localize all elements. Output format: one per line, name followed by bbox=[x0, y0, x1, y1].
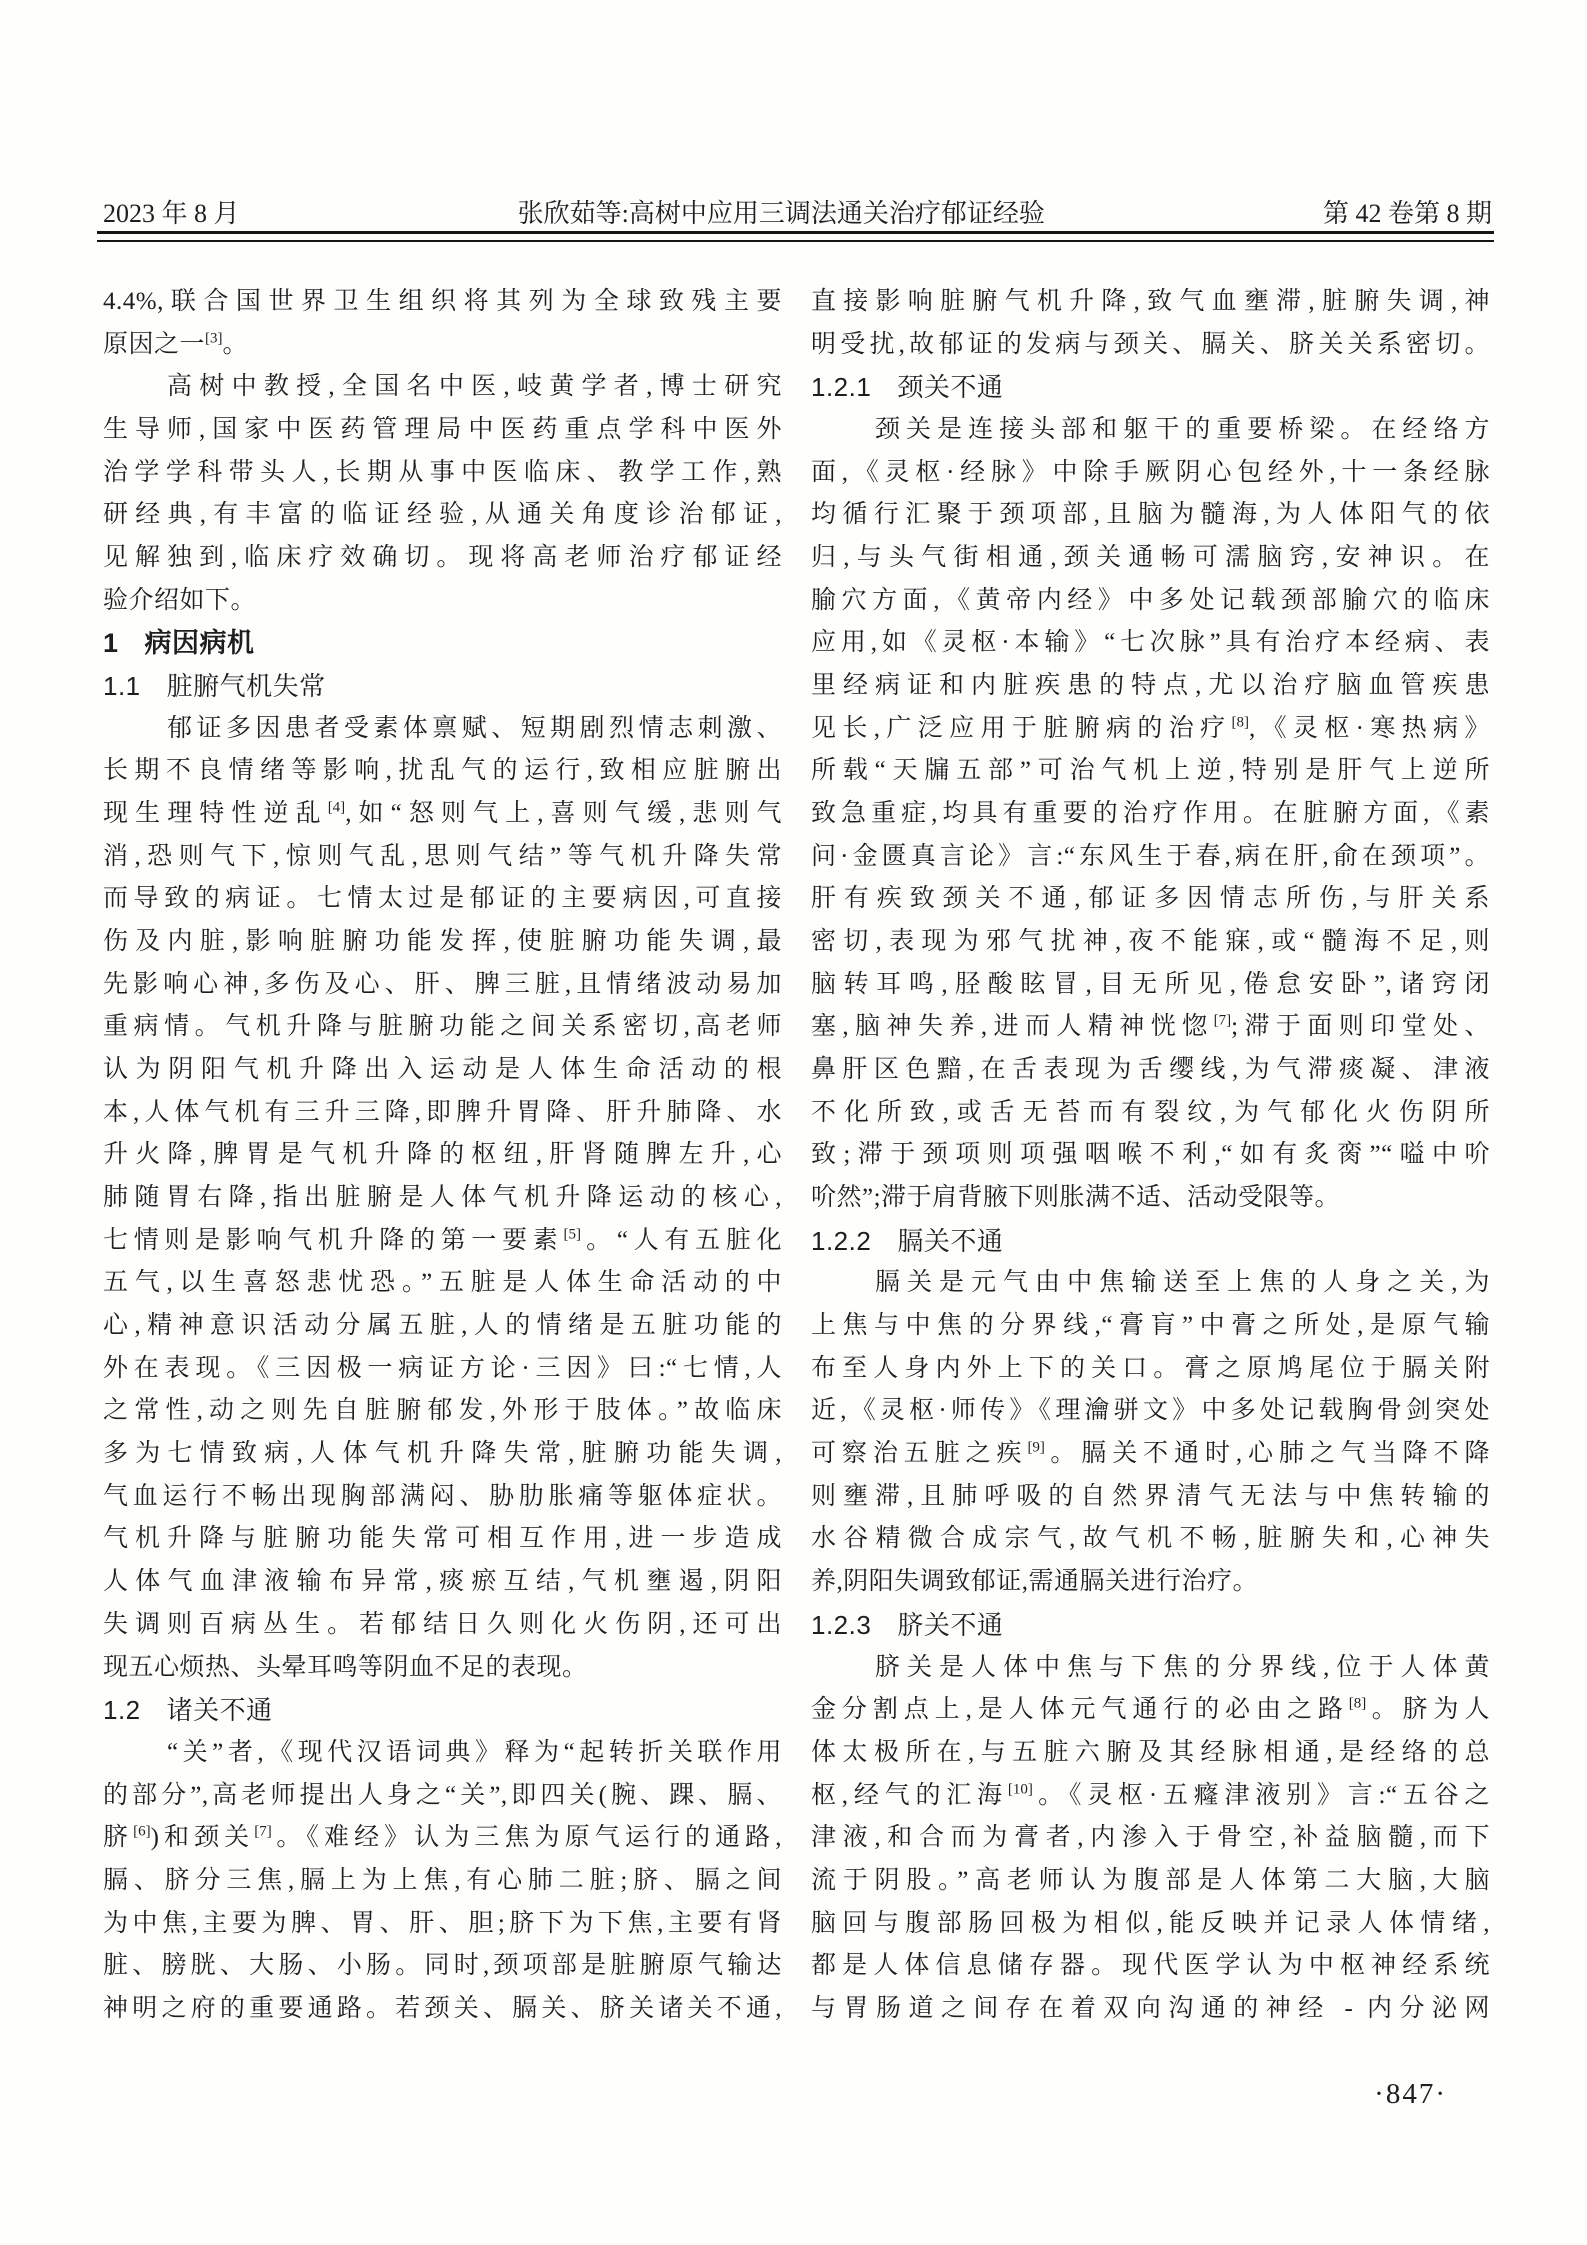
text-line: 面,《灵枢·经脉》中除手厥阴心包经外,十一条经脉 bbox=[811, 458, 1490, 486]
citation-superscript: [4] bbox=[327, 799, 346, 816]
text-line: 膈关是元气由中焦输送至上焦的人身之关,为 bbox=[875, 1269, 1490, 1297]
heading-title: 诸关不通 bbox=[166, 1695, 273, 1726]
text-line: 脐[6])和颈关[7]。《难经》认为三焦为原气运行的通路, bbox=[103, 1823, 782, 1852]
citation-superscript: [8] bbox=[1348, 1695, 1367, 1712]
text-line: 七情则是影响气机升降的第一要素[5]。“人有五脏化 bbox=[103, 1226, 782, 1254]
text-line: 肺随胃右降,指出脏腑是人体气机升降运动的核心, bbox=[103, 1184, 782, 1212]
text-line: 4.4%,联合国世界卫生组织将其列为全球致残主要 bbox=[103, 288, 782, 315]
text-line: 五气,以生喜怒悲忧恐。”五脏是人体生命活动的中 bbox=[103, 1269, 782, 1297]
heading-title: 膈关不通 bbox=[897, 1225, 1004, 1256]
text-line: 人体气血津液输布异常,痰瘀互结,气机壅遏,阴阳 bbox=[103, 1568, 782, 1596]
section-heading-1.1 bbox=[103, 665, 782, 708]
text-line: 重病情。气机升降与脏腑功能之间关系密切,高老师 bbox=[103, 1013, 782, 1041]
text-line: 现五心烦热、头晕耳鸣等阴血不足的表现。 bbox=[103, 1653, 588, 1681]
header-rule bbox=[97, 231, 1494, 242]
text-line: 气血运行不畅出现胸部满闷、胁肋胀痛等躯体症状。 bbox=[103, 1482, 782, 1510]
text-line: 流于阴股。”高老师认为腹部是人体第二大脑,大脑 bbox=[811, 1866, 1490, 1894]
heading-number: 1.2 bbox=[103, 1695, 141, 1726]
citation-superscript: [3] bbox=[205, 330, 223, 347]
citation-superscript: [5] bbox=[563, 1226, 581, 1243]
text-line: 而导致的病证。七情太过是郁证的主要病因,可直接 bbox=[103, 885, 782, 913]
section-heading-1.2.3 bbox=[811, 1604, 1490, 1647]
text-line: 水谷精微合成宗气,故气机不畅,脏腑失和,心神失 bbox=[811, 1525, 1490, 1553]
text-line: 郁证多因患者受素体禀赋、短期剧烈情志刺激、 bbox=[167, 714, 782, 742]
text-line: 津液,和合而为膏者,内渗入于骨空,补益脑髓,而下 bbox=[811, 1824, 1490, 1852]
text-line: 明受扰,故郁证的发病与颈关、膈关、脐关关系密切。 bbox=[811, 330, 1490, 358]
text-line: 致急重症,均具有重要的治疗作用。在脏腑方面,《素 bbox=[811, 800, 1490, 828]
text-line: 均循行汇聚于颈项部,且脑为髓海,为人体阳气的依 bbox=[811, 501, 1490, 529]
citation-superscript: [9] bbox=[1027, 1439, 1045, 1456]
text-line: 心,精神意识活动分属五脏,人的情绪是五脏功能的 bbox=[103, 1312, 782, 1340]
text-line: 脏、膀胱、大肠、小肠。同时,颈项部是脏腑原气输达 bbox=[103, 1952, 782, 1980]
text-line: 鼻肝区色黯,在舌表现为舌缨线,为气滞痰凝、津液 bbox=[811, 1056, 1490, 1084]
heading-title: 病因病机 bbox=[144, 628, 255, 659]
running-title: 张欣茹等:高树中应用三调法通关治疗郁证经验 bbox=[517, 199, 1045, 228]
text-line: 的部分”,高老师提出人身之“关”,即四关(腕、踝、膈、 bbox=[103, 1781, 782, 1809]
text-line: 则壅滞,且肺呼吸的自然界清气无法与中焦转输的 bbox=[811, 1482, 1490, 1510]
text-line: 可察治五脏之疾[9]。膈关不通时,心肺之气当降不降 bbox=[811, 1439, 1490, 1468]
text-line: 长期不良情绪等影响,扰乱气的运行,致相应脏腑出 bbox=[103, 757, 782, 785]
heading-title: 脏腑气机失常 bbox=[166, 671, 326, 702]
text-line: 塞,脑神失养,进而人精神恍惚[7];滞于面则印堂处、 bbox=[811, 1013, 1490, 1041]
text-line: 枢,经气的汇海[10]。《灵枢·五癃津液别》言:“五谷之 bbox=[811, 1781, 1490, 1809]
text-line: 脐关是人体中焦与下焦的分界线,位于人体黄 bbox=[875, 1653, 1490, 1681]
section-heading-1.2.1 bbox=[811, 366, 1490, 409]
text-line: 脑回与腹部肠回极为相似,能反映并记录人体情绪, bbox=[811, 1909, 1490, 1937]
text-line: 肝有疾致颈关不通,郁证多因情志所伤,与肝关系 bbox=[811, 885, 1490, 913]
text-line: 体太极所在,与五脏六腑及其经脉相通,是经络的总 bbox=[811, 1738, 1490, 1766]
heading-number: 1.2.2 bbox=[811, 1225, 872, 1256]
text-line: 升火降,脾胃是气机升降的枢纽,肝肾随脾左升,心 bbox=[103, 1141, 782, 1169]
citation-superscript: [10] bbox=[1007, 1781, 1033, 1798]
text-line: 上焦与中焦的分界线,“膏肓”中膏之所处,是原气输 bbox=[811, 1312, 1490, 1340]
text-line: 颈关是连接头部和躯干的重要桥梁。在经络方 bbox=[875, 416, 1490, 444]
text-line: 不化所致,或舌无苔而有裂纹,为气郁化火伤阴所 bbox=[811, 1098, 1490, 1126]
text-line: 原因之一[3]。 bbox=[103, 330, 249, 358]
text-line: 生导师,国家中医药管理局中医药重点学科中医外 bbox=[103, 416, 782, 444]
column-left bbox=[103, 281, 782, 2031]
section-heading-1 bbox=[103, 622, 782, 665]
page-number: ·847· bbox=[1374, 2078, 1447, 2110]
header-date: 2023 年 8 月 bbox=[103, 199, 240, 228]
text-line: 见长,广泛应用于脏腑病的治疗[8],《灵枢·寒热病》 bbox=[811, 714, 1490, 742]
text-line: 伤及内脏,影响脏腑功能发挥,使脏腑功能失调,最 bbox=[103, 928, 782, 956]
text-line: 应用,如《灵枢·本输》“七次脉”具有治疗本经病、表 bbox=[811, 629, 1490, 657]
heading-number: 1.2.3 bbox=[811, 1609, 872, 1640]
text-line: 见解独到,临床疗效确切。现将高老师治疗郁证经 bbox=[103, 544, 782, 572]
text-line: 里经病证和内脏疾患的特点,尤以治疗脑血管疾患 bbox=[811, 672, 1490, 700]
text-line: 布至人身内外上下的关口。膏之原鸠尾位于膈关附 bbox=[811, 1354, 1490, 1382]
text-line: 密切,表现为邪气扰神,夜不能寐,或“髓海不足,则 bbox=[811, 928, 1490, 956]
text-line: 神明之府的重要通路。若颈关、膈关、脐关诸关不通, bbox=[103, 1994, 782, 2022]
text-line: 养,阴阳失调致郁证,需通膈关进行治疗。 bbox=[811, 1568, 1259, 1596]
text-line: 膈、脐分三焦,膈上为上焦,有心肺二脏;脐、膈之间 bbox=[103, 1866, 782, 1894]
text-line: 外在表现。《三因极一病证方论·三因》曰:“七情,人 bbox=[103, 1354, 782, 1382]
heading-number: 1.1 bbox=[103, 671, 141, 702]
heading-title: 脐关不通 bbox=[897, 1609, 1004, 1640]
header-volume-issue: 第 42 卷第 8 期 bbox=[1322, 199, 1492, 228]
section-heading-1.2.2 bbox=[811, 1220, 1490, 1263]
text-line: 致;滞于颈项则项强咽喉不利,“如有炙脔”“嗌中吤 bbox=[811, 1141, 1490, 1169]
text-line: 吤然”;滞于肩背腋下则胀满不适、活动受限等。 bbox=[811, 1184, 1341, 1212]
text-line: 金分割点上,是人体元气通行的必由之路[8]。脐为人 bbox=[811, 1695, 1490, 1724]
citation-superscript: [6] bbox=[133, 1823, 151, 1840]
text-line: 所载“天牖五部”可治气机上逆,特别是肝气上逆所 bbox=[811, 757, 1490, 785]
text-line: 气机升降与脏腑功能失常可相互作用,进一步造成 bbox=[103, 1525, 782, 1553]
text-line: “关”者,《现代汉语词典》释为“起转折关联作用 bbox=[167, 1738, 782, 1766]
heading-number: 1.2.1 bbox=[811, 372, 872, 403]
text-line: 多为七情致病,人体气机升降失常,脏腑功能失调, bbox=[103, 1440, 782, 1468]
column-right bbox=[811, 281, 1490, 2031]
text-line: 高树中教授,全国名中医,岐黄学者,博士研究 bbox=[167, 373, 782, 401]
text-line: 验介绍如下。 bbox=[103, 586, 257, 614]
section-heading-1.2 bbox=[103, 1689, 782, 1732]
text-line: 直接影响脏腑气机升降,致气血壅滞,脏腑失调,神 bbox=[811, 288, 1490, 315]
text-line: 腧穴方面,《黄帝内经》中多处记载颈部腧穴的临床 bbox=[811, 586, 1490, 614]
text-line: 问·金匮真言论》言:“东风生于春,病在肝,俞在颈项”。 bbox=[811, 842, 1490, 870]
heading-title: 颈关不通 bbox=[897, 372, 1004, 403]
text-line: 之常性,动之则先自脏腑郁发,外形于肢体。”故临床 bbox=[103, 1397, 782, 1425]
text-line: 失调则百病丛生。若郁结日久则化火伤阴,还可出 bbox=[103, 1610, 782, 1638]
text-line: 都是人体信息储存器。现代医学认为中枢神经系统 bbox=[811, 1952, 1490, 1980]
text-line: 为中焦,主要为脾、胃、肝、胆;脐下为下焦,主要有肾 bbox=[103, 1909, 782, 1937]
text-line: 本,人体气机有三升三降,即脾升胃降、肝升肺降、水 bbox=[103, 1098, 782, 1126]
page-header bbox=[103, 200, 1492, 228]
text-line: 治学学科带头人,长期从事中医临床、教学工作,熟 bbox=[103, 458, 782, 486]
text-line: 近,《灵枢·师传》《理瀹骈文》中多处记载胸骨剑突处 bbox=[811, 1397, 1490, 1425]
text-line: 脑转耳鸣,胫酸眩冒,目无所见,倦怠安卧”,诸窍闭 bbox=[811, 970, 1490, 998]
text-line: 研经典,有丰富的临证经验,从通关角度诊治郁证, bbox=[103, 501, 782, 529]
citation-superscript: [7] bbox=[1213, 1013, 1232, 1030]
text-line: 与胃肠道之间存在着双向沟通的神经 - 内分泌网 bbox=[811, 1994, 1490, 2022]
text-line: 先影响心神,多伤及心、肝、脾三脏,且情绪波动易加 bbox=[103, 970, 782, 998]
text-line: 现生理特性逆乱[4],如“怒则气上,喜则气缓,悲则气 bbox=[103, 799, 782, 828]
citation-superscript: [8] bbox=[1231, 714, 1249, 731]
text-line: 认为阴阳气机升降出入运动是人体生命活动的根 bbox=[103, 1056, 782, 1084]
text-line: 消,恐则气下,惊则气乱,思则气结”等气机升降失常 bbox=[103, 842, 782, 870]
citation-superscript: [7] bbox=[254, 1823, 272, 1840]
text-line: 归,与头气街相通,颈关通畅可濡脑窍,安神识。在 bbox=[811, 544, 1490, 572]
heading-number: 1 bbox=[103, 628, 119, 659]
